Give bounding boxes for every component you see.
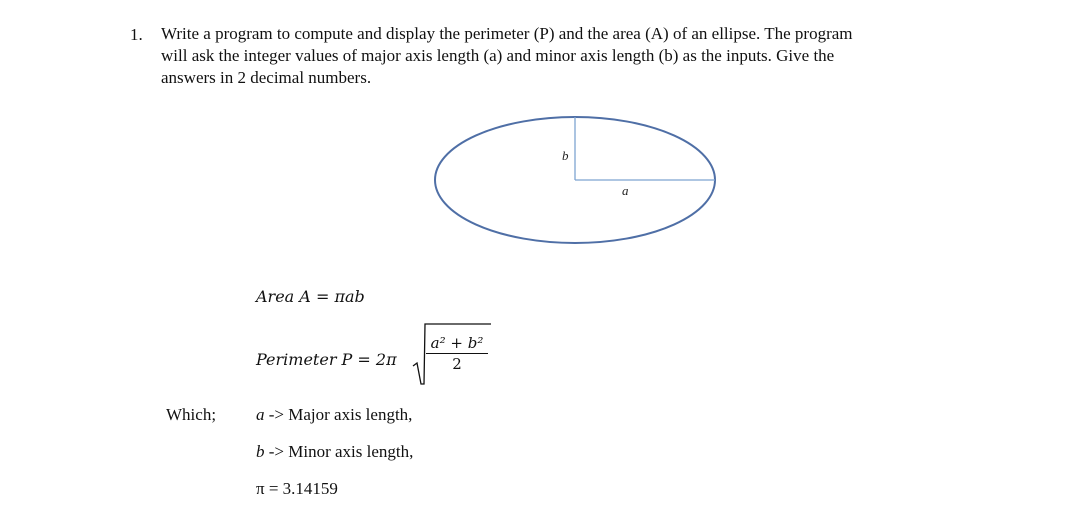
question-number: 1. [130,25,143,44]
question-line: will ask the integer values of major axis length (a) and minor axis length (b) as the inputs. Give the [161,46,835,65]
perimeter-formula-label: Perimeter P = 2π [256,350,397,369]
fraction-bar [426,353,488,354]
question-line: answers in 2 decimal numbers. [161,68,372,87]
symbol-b: b [256,442,265,461]
label-b: b [562,148,569,163]
label-a: a [622,183,629,198]
area-expression: πab [334,287,365,306]
ellipse-diagram [425,110,725,255]
definition-b [256,442,413,462]
area-label: Area A = [256,287,335,306]
which-label: Which; [166,405,217,424]
fraction-denominator: 2 [452,355,462,373]
question-text [161,23,961,89]
definition-a [256,405,412,425]
perimeter-fraction [424,334,490,373]
definition-b-text: -> Minor axis length, [264,442,414,461]
area-formula [256,287,365,307]
question-line: Write a program to compute and display the perimeter (P) and the area (A) of an ellipse. The program [161,24,853,43]
symbol-a: a [256,405,265,424]
definition-a-text: -> Major axis length, [264,405,413,424]
definition-pi: π = 3.14159 [256,479,338,498]
fraction-numerator: a² + b² [430,334,484,352]
